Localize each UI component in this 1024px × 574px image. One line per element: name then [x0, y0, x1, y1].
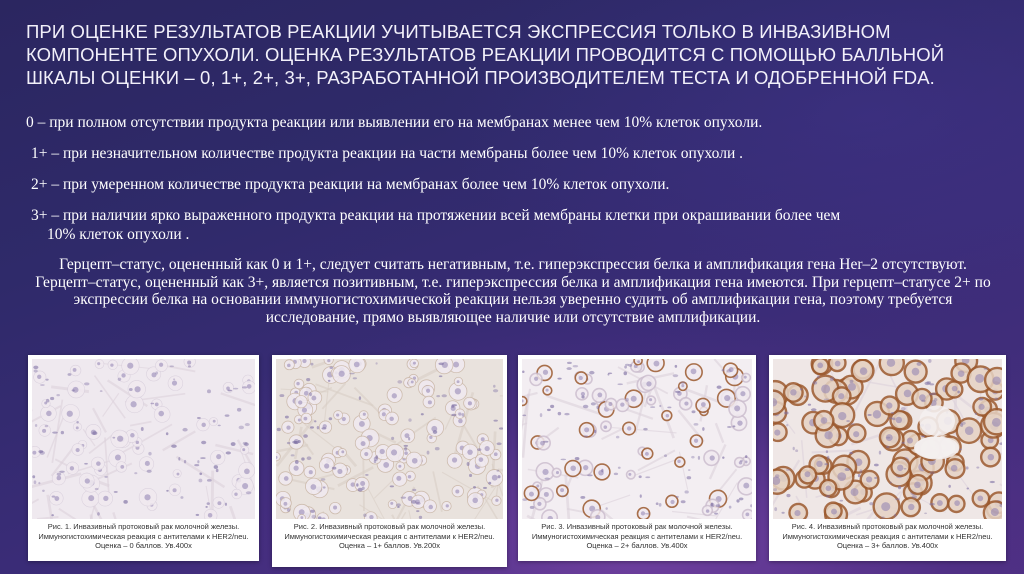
caption-line: Рис. 2. Инвазивный протоковый рак молочной железы.: [293, 522, 486, 531]
figure-4: [769, 355, 1006, 561]
figure-1: [28, 355, 259, 561]
figure-row: [28, 355, 1008, 565]
herceptest-status-summary: Герцепт–статус, оцененный как 0 и 1+, следует считать негативным, т.е. гиперэкспрессия белка и амплификация гена Her–2 отсутствуют. Герцепт–статус, оцененный как 3+, является позитивным, т.е. гиперэкспрессия белка и амплификация гена имеются. При герцепт–статусе 2+ по экспрессии белка на основании иммуногистохимической реакции нельзя уверенно судить об амплификации гена, поэтому требуется исследование, прямо выявляющее наличие или отсутствие амплификации.: [35, 256, 991, 326]
scoring-criteria-list: [26, 113, 1006, 244]
criterion-score-0: [26, 113, 1006, 132]
micrograph-score-0: [32, 359, 255, 519]
criterion-score-3: [26, 206, 1006, 244]
caption-line: Рис. 3. Инвазивный протоковый рак молочной железы.: [541, 522, 733, 531]
criterion-score-2: [26, 175, 1006, 194]
micrograph-score-1: [276, 359, 503, 519]
caption-line: Иммуногистохимическая реакция с антителами к HER2/neu.: [38, 531, 249, 541]
criterion-text: 3+ – при наличии ярко выраженного продукта реакции на протяжении всей мембраны клетки при окрашивании более чем: [31, 207, 841, 224]
figure-2: [272, 355, 507, 567]
micrograph-score-3: [773, 359, 1002, 519]
criterion-text: 2+ – при умеренном количестве продукта реакции на мембранах более чем 10% клеток опухоли.: [31, 176, 670, 193]
caption-line: Иммуногистохимическая реакция с антителами к HER2/neu.: [284, 531, 495, 541]
figure-3-caption: [524, 522, 750, 551]
criterion-text-continued: 10% клеток опухоли .: [47, 226, 190, 243]
figure-4-caption: [775, 522, 1000, 551]
figure-2-caption: [278, 522, 501, 551]
criterion-score-1: [26, 144, 1006, 163]
criterion-text: 0 – при полном отсутствии продукта реакции или выявлении его на мембранах менее чем 10% клеток опухоли.: [26, 114, 763, 131]
caption-line: Оценка – 2+ баллов. Ув.400х: [586, 541, 688, 550]
micrograph-score-2: [522, 359, 752, 519]
figure-1-caption: [34, 522, 253, 551]
slide-title: ПРИ ОЦЕНКЕ РЕЗУЛЬТАТОВ РЕАКЦИИ УЧИТЫВАЕТСЯ ЭКСПРЕССИЯ ТОЛЬКО В ИНВАЗИВНОМ КОМПОНЕНТЕ ОПУХОЛИ. ОЦЕНКА РЕЗУЛЬТАТОВ РЕАКЦИИ ПРОВОДИТСЯ С ПОМОЩЬЮ БАЛЛЬНОЙ ШКАЛЫ ОЦЕНКИ – 0, 1+, 2+, 3+, РАЗРАБОТАННОЙ ПРОИЗВОДИТЕЛЕМ ТЕСТА И ОДОБРЕННОЙ FDA.: [26, 21, 945, 88]
figure-3: [518, 355, 756, 561]
caption-line: Рис. 4. Инвазивный протоковый рак молочной железы.: [791, 522, 984, 531]
caption-line: Иммуногистохимическая реакция с антителами к HER2/neu.: [782, 531, 993, 541]
caption-line: Оценка – 0 баллов. Ув.400х: [95, 541, 192, 550]
caption-line: Иммуногистохимическая реакция с антителами к HER2/neu.: [531, 531, 743, 541]
caption-line: Оценка – 1+ баллов. Ув.200х: [338, 541, 441, 550]
caption-line: Рис. 1. Инвазивный протоковый рак молочной железы.: [47, 522, 240, 531]
caption-line: Оценка – 3+ баллов. Ув.400х: [836, 541, 939, 550]
criterion-text: 1+ – при незначительном количестве продукта реакции на части мембраны более чем 10% клеток опухоли .: [31, 145, 744, 162]
